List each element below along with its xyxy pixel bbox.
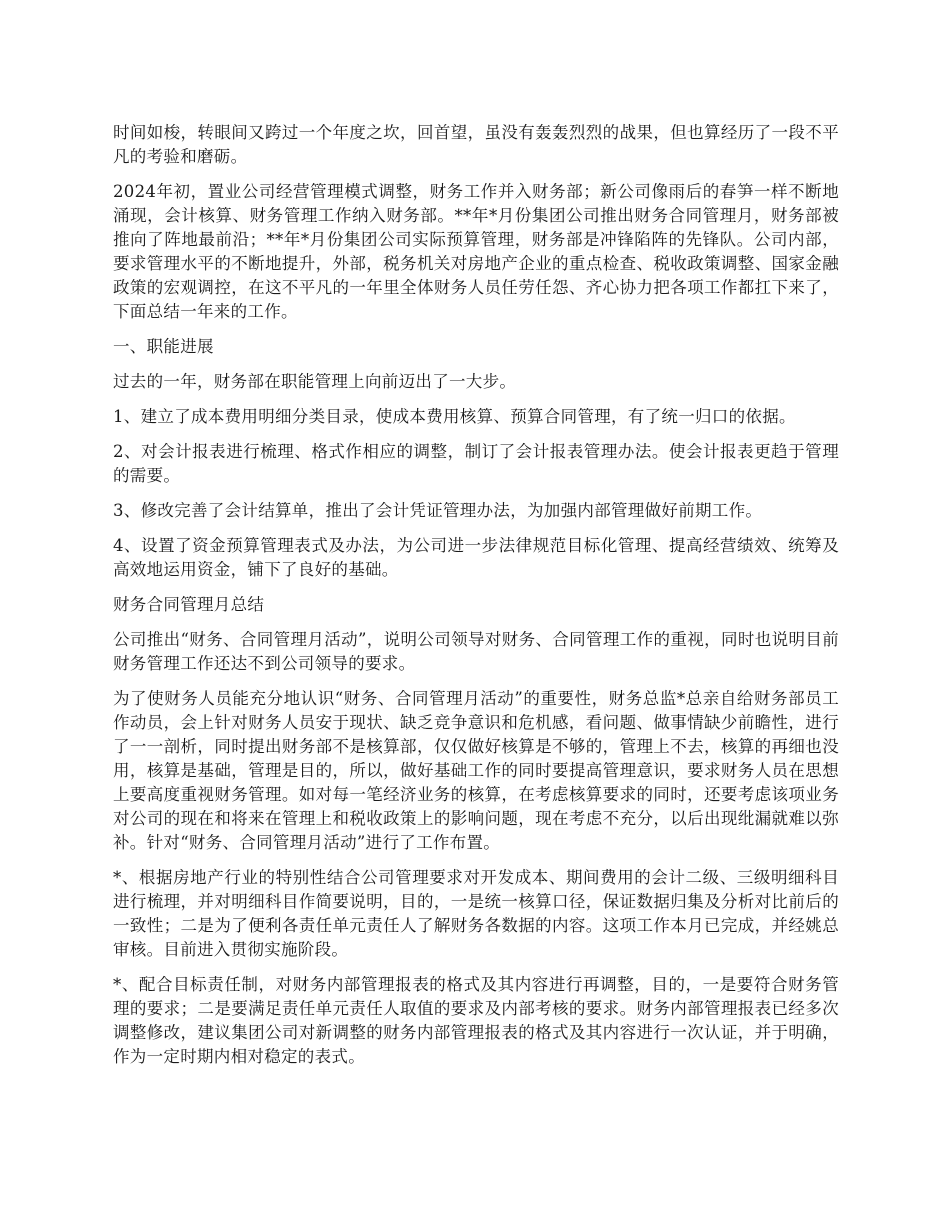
list-item-2: 2、对会计报表进行梳理、格式作相应的调整，制订了会计报表管理办法。使会计报表更趋于管理的需要。 [113,442,839,485]
task-paragraph-2: *、配合目标责任制，对财务内部管理报表的格式及其内容进行再调整，目的，一是要符合财务管理的要求；二是要满足责任单元责任人取值的要求及内部考核的要求。财务内部管理报表已经多次调整修改，建议集团公司对新调整的财务内部管理报表的格式及其内容进行一次认证，并于明确，作为一定时期内相对稳定的表式。 [113,975,839,1066]
list-item-4: 4、设置了资金预算管理表式及办法，为公司进一步法律规范目标化管理、提高经营绩效、统筹及高效地运用资金，铺下了良好的基础。 [113,536,839,579]
task-paragraph-1: *、根据房地产行业的特别性结合公司管理要求对开发成本、期间费用的会计二级、三级明细科目进行梳理，并对明细科目作简要说明，目的，一是统一核算口径，保证数据归集及分析对比前后的一致性；二是为了便利各责任单元责任人了解财务各数据的内容。这项工作本月已完成，并经姚总审核。目前进入贯彻实施阶段。 [113,868,839,959]
list-item-1: 1、建立了成本费用明细分类目录，使成本费用核算、预算合同管理，有了统一归口的依据。 [113,407,796,426]
document-page [113,121,839,1080]
section-heading-contract-month: 财务合同管理月总结 [113,595,265,614]
contract-month-paragraph-1: 公司推出“财务、合同管理月活动”，说明公司领导对财务、合同管理工作的重视，同时也说明目前财务管理工作还达不到公司领导的要求。 [113,630,839,673]
list-item-3: 3、修改完善了会计结算单，推出了会计凭证管理办法，为加强内部管理做好前期工作。 [113,501,763,520]
contract-month-paragraph-2: 为了使财务人员能充分地认识“财务、合同管理月活动”的重要性，财务总监*总亲自给财务部员工作动员，会上针对财务人员安于现状、缺乏竞争意识和危机感，看问题、做事情缺少前瞻性，进行了一一剖析，同时提出财务部不是核算部，仅仅做好核算是不够的，管理上不去，核算的再细也没用，核算是基础，管理是目的，所以，做好基础工作的同时要提高管理意识，要求财务人员在思想上要高度重视财务管理。如对每一笔经济业务的核算，在考虑核算要求的同时，还要考虑该项业务对公司的现在和将来在管理上和税收政策上的影响问题，现在考虑不充分，以后出现纰漏就难以弥补。针对“财务、合同管理月活动”进行了工作布置。 [113,689,839,852]
intro-paragraph: 时间如梭，转眼间又跨过一个年度之坎，回首望，虽没有轰轰烈烈的战果，但也算经历了一段不平凡的考验和磨砺。 [113,123,839,166]
section-intro-paragraph: 过去的一年，财务部在职能管理上向前迈出了一大步。 [113,372,517,391]
section-heading-function-progress: 一、职能进展 [113,337,214,356]
background-paragraph: 2024年初，置业公司经营管理模式调整，财务工作并入财务部；新公司像雨后的春笋一样不断地涌现，会计核算、财务管理工作纳入财务部。**年*月份集团公司推出财务合同管理月，财务部被推向了阵地最前沿；**年*月份集团公司实际预算管理，财务部是冲锋陷阵的先锋队。公司内部，要求管理水平的不断地提升，外部，税务机关对房地产企业的重点检查、税收政策调整、国家金融政策的宏观调控，在这不平凡的一年里全体财务人员任劳任怨、齐心协力把各项工作都扛下来了，下面总结一年来的工作。 [113,182,839,321]
